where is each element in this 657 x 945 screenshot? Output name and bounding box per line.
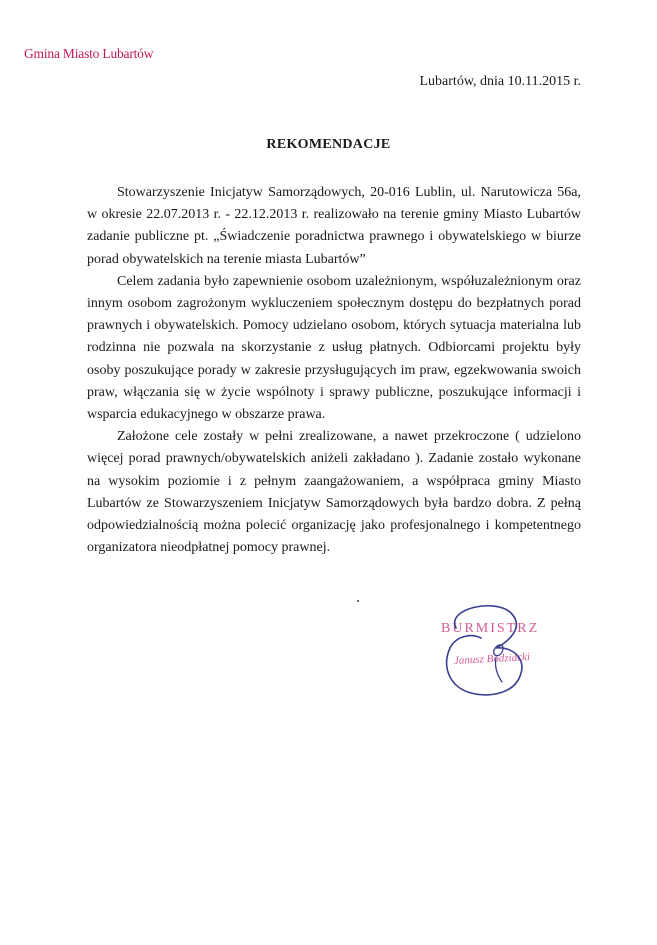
organization-header: Gmina Miasto Lubartów — [24, 45, 154, 62]
mayor-stamp-name: Janusz Bodziacki — [453, 651, 531, 667]
handwritten-signature — [436, 598, 566, 708]
place-date: Lubartów, dnia 10.11.2015 r. — [419, 74, 581, 89]
stray-mark — [357, 600, 359, 602]
paragraph-1: Stowarzyszenie Inicjatyw Samorządowych, 20-016 Lublin, ul. Narutowicza 56a, w okresie 22.07.2013 r. - 22.12.2013 r. realizowało na terenie gminy Miasto Lubartów zadanie publiczne pt. „Świadczenie poradnictwa prawnego i obywatelskiego w biurze porad obywatelskich na terenie miasta Lubartów” — [87, 185, 581, 267]
paragraph-3: Założone cele zostały w pełni zrealizowane, a nawet przekroczone ( udzielono więcej porad prawnych/obywatelskich aniżeli zakładano ). Zadanie zostało wykonane na wysokim poziomie i z pełnym zaangażowaniem, a współpraca gminy Miasto Lubartów ze Stowarzyszeniem Inicjatyw Samorządowych była bardzo dobra. Z pełną odpowiedzialnością można polecić organizację jako profesjonalnego i kompetentnego organizatora nieodpłatnej pomocy prawnej. — [87, 429, 581, 556]
mayor-stamp-title: BURMISTRZ — [441, 621, 540, 636]
document-body — [87, 182, 581, 559]
document-title: REKOMENDACJE — [266, 137, 391, 152]
paragraph-2: Celem zadania było zapewnienie osobom uzależnionym, współuzależnionym oraz innym osobom zagrożonym wykluczeniem społecznym dostępu do bezpłatnych porad prawnych i obywatelskich. Pomocy udzielano osobom, których sytuacja materialna lub rodzinna nie pozwala na skorzystanie z usług płatnych. Odbiorcami projektu były osoby poszukujące porady w zakresie przysługujących im praw, egzekwowania swoich praw, włączania się w życie wspólnoty i sprawy publiczne, poszukujące informacji i wsparcia edukacyjnego w obszarze prawa. — [87, 273, 581, 423]
